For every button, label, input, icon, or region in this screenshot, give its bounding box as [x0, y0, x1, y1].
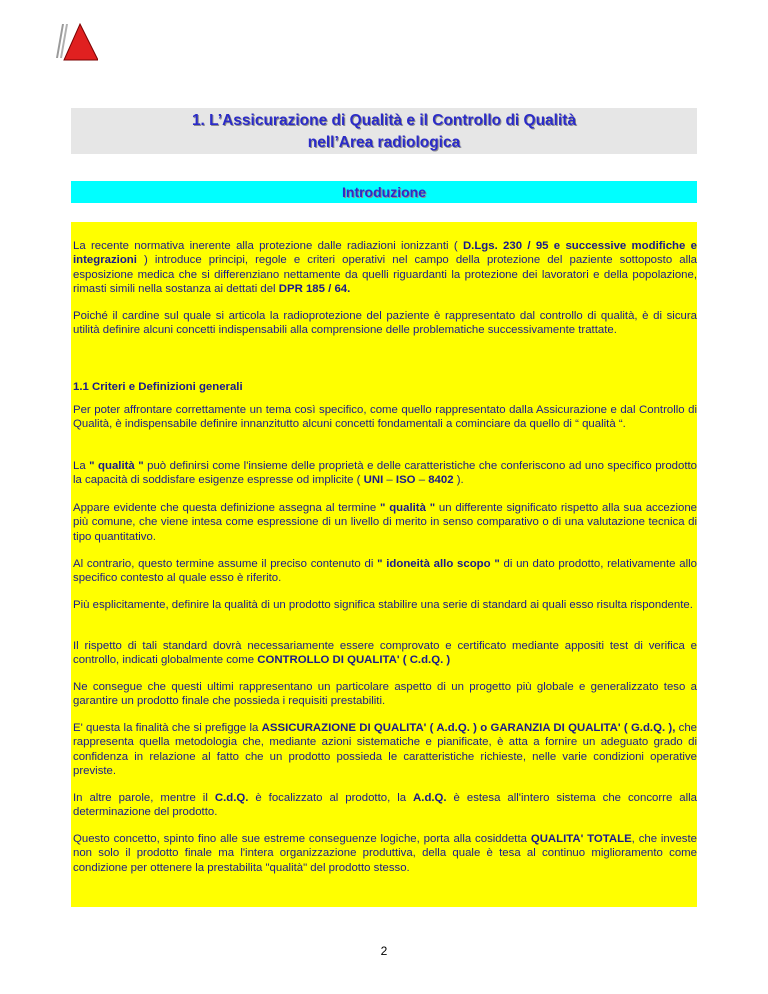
text: un differente significato rispetto alla sua accezione più comune, che viene intesa come espressione di un livello di merito in senso comparativo o di una valutazione tecnica di tipo quantitativo.: [73, 502, 697, 543]
text: E' questa la finalità che si prefigge la: [73, 722, 262, 734]
text: La recente normativa inerente alla protezione dalle radiazioni ionizzanti (: [73, 240, 463, 252]
text-bold: CONTROLLO DI QUALITA' ( C.d.Q. ): [257, 654, 451, 667]
text: , che investe non solo il prodotto finale ma l'intera organizzazione produttiva, della quale è tesa al continuo miglioramento come condizione per ottenere la prestabilita "qualità" del prodotto stesso.: [73, 833, 697, 874]
text-bold: ISO: [395, 474, 416, 487]
text-bold: ASSICURAZIONE DI QUALITA' ( A.d.Q. ) o GARANZIA DI QUALITA' ( G.d.Q. ),: [261, 722, 676, 734]
text-bold: " qualità ": [89, 460, 144, 472]
text-bold: QUALITA' TOTALE: [530, 833, 632, 845]
document-title: [71, 108, 697, 154]
text: Il rispetto di tali standard dovrà necessariamente essere comprovato e certificato mediante appositi test di verifica e controllo, indicati globalmente come: [73, 640, 697, 667]
paragraph-4: [73, 459, 697, 488]
section-bar: [71, 181, 697, 203]
page-number: 2: [380, 944, 388, 958]
paragraph-6: [73, 557, 697, 586]
paragraph-2: Poiché il cardine sul quale si articola la radioprotezione del paziente è rappresentato dal controllo di qualità, è di sicura utilità definire alcuni concetti indispensabili alla comprensione delle problematiche successivamente trattate.: [73, 310, 697, 337]
paragraph-10: [73, 721, 697, 779]
paragraph-8: [73, 639, 697, 668]
text-bold: D.Lgs. 230 / 95 e successive modifiche e integrazioni: [73, 240, 697, 267]
text: Al contrario, questo termine assume il preciso contenuto di: [73, 558, 378, 570]
text-bold: 8402: [428, 474, 454, 487]
text: può definirsi come l'insieme delle proprietà e delle caratteristiche che conferiscono ad uno specifico prodotto la capacità di soddisfare esigenze espresse od implicite (: [73, 460, 697, 487]
text: che rappresenta quella metodologia che, mediante azioni sistematiche e pianificate, è atta a fornire un adeguato grado di confidenza in relazione al fatto che un prodotto possieda le caratteristiche richieste, nelle varie condizioni operative previste.: [73, 722, 698, 778]
text: ).: [453, 474, 464, 487]
text-bold: " qualità ": [380, 502, 436, 514]
text: Appare evidente che questa definizione assegna al termine: [73, 502, 381, 514]
text: di un dato prodotto, relativamente allo specifico contesto al quale esso è riferito.: [73, 558, 698, 585]
paragraph-7: Più esplicitamente, definire la qualità di un prodotto significa stabilire una serie di standard ai quali esso risulta rispondente.: [73, 599, 693, 611]
paragraph-1: [73, 239, 697, 297]
text-bold: " idoneità allo scopo ": [377, 558, 500, 570]
text: è focalizzato al prodotto, la: [248, 792, 414, 804]
warning-triangle-icon: [56, 22, 98, 62]
paragraph-3: Per poter affrontare correttamente un tema così specifico, come quello rappresentato dalla Assicurazione e dal Controllo di Qualità, è indispensabile definire innanzitutto alcuni concetti fondamentali a cominciare da quello di “ qualità “.: [73, 404, 697, 431]
section-heading: 1.1 Criteri e Definizioni generali: [73, 381, 243, 393]
text: –: [383, 474, 396, 487]
text: è estesa all'intero sistema che concorre alla determinazione del prodotto.: [73, 792, 697, 819]
text-bold: A.d.Q.: [413, 792, 447, 804]
text: –: [415, 474, 429, 487]
paragraph-11: [73, 791, 697, 820]
text-bold: DPR 185 / 64.: [278, 283, 351, 296]
text-bold: UNI: [363, 474, 384, 487]
text: In altre parole, mentre il: [73, 792, 215, 804]
section-title: Introduzione: [342, 184, 426, 200]
paragraph-9: Ne consegue che questi ultimi rappresentano un particolare aspetto di un progetto più globale e generalizzato teso a garantire un prodotto finale che possieda i requisiti prestabiliti.: [73, 681, 697, 708]
paragraph-5: [73, 501, 697, 544]
paragraph-12: [73, 832, 697, 875]
text: Questo concetto, spinto fino alle sue estreme conseguenze logiche, porta alla cosiddetta: [73, 833, 531, 845]
text: La: [73, 460, 90, 472]
text-bold: C.d.Q.: [214, 792, 249, 804]
title-line-1: 1. L’Assicurazione di Qualità e il Controllo di Qualità: [191, 112, 577, 129]
text: ) introduce principi, regole e criteri operativi nel campo della protezione del paziente sottoposto alla esposizione medica che si differenziano nettamente da quelli riguardanti la protezione dei lavoratori e della popolazione, rimasti simili nella sostanza ai dettati del: [73, 254, 697, 296]
title-line-2: nell’Area radiologica: [307, 134, 461, 151]
